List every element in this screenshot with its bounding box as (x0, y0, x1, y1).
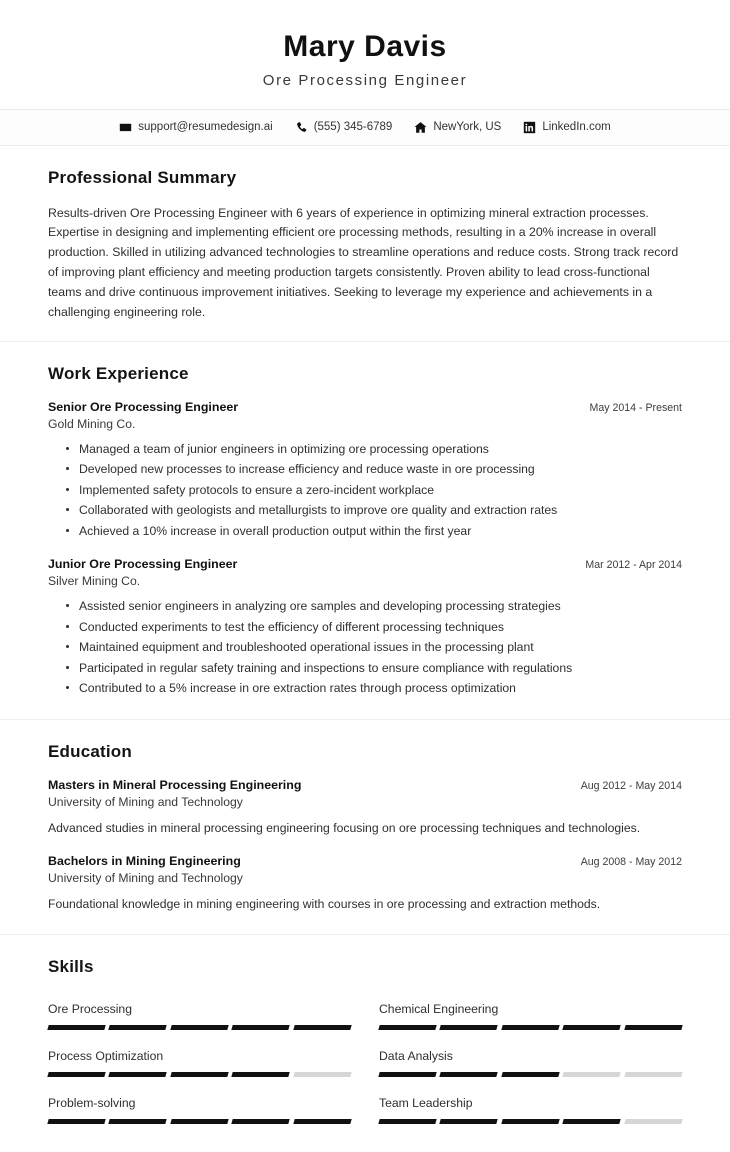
work-bullet: Maintained equipment and troubleshooted operational issues in the processing plant (66, 637, 682, 658)
work-bullet: Managed a team of junior engineers in optimizing ore processing operations (66, 439, 682, 460)
section-title-skills: Skills (48, 956, 94, 976)
education-entry-description: Foundational knowledge in mining engineering with courses in ore processing and extraction methods. (48, 896, 601, 911)
work-entry-head (48, 400, 682, 414)
skill-level-bar (379, 1119, 682, 1124)
resume-header (0, 0, 730, 109)
education-entry-head (48, 778, 682, 792)
skill-segment-filled (378, 1119, 437, 1124)
skill-item (48, 1040, 351, 1087)
skill-segment-filled (170, 1119, 229, 1124)
skill-segment-empty (293, 1072, 352, 1077)
contact-item-phone[interactable] (295, 121, 393, 134)
skill-level-bar (48, 1025, 351, 1030)
work-bullet: Contributed to a 5% increase in ore extraction rates through process optimization (66, 678, 682, 699)
skill-segment-filled (293, 1119, 352, 1124)
skill-segment-filled (232, 1025, 291, 1030)
education-entry-school: University of Mining and Technology (48, 870, 243, 885)
education-entry (48, 854, 682, 914)
skill-level-bar (48, 1072, 351, 1077)
skill-segment-filled (47, 1025, 106, 1030)
contact-item-location[interactable] (414, 121, 501, 134)
skill-segment-filled (232, 1119, 291, 1124)
contact-item-email[interactable] (119, 121, 272, 134)
contact-linkedin-text: LinkedIn.com (542, 121, 611, 133)
envelope-icon (119, 121, 132, 134)
skills-grid (48, 993, 682, 1134)
skill-item (48, 993, 351, 1040)
work-entry-company: Silver Mining Co. (48, 574, 141, 589)
work-bullet: Assisted senior engineers in analyzing ore samples and developing processing strategies (66, 596, 682, 617)
contact-email-text: support@resumedesign.ai (138, 121, 273, 133)
work-entry-company: Gold Mining Co. (48, 416, 136, 431)
work-bullet: Participated in regular safety training and inspections to ensure compliance with regulations (66, 658, 682, 679)
candidate-name: Mary Davis (283, 30, 447, 63)
skill-segment-filled (170, 1072, 229, 1077)
skill-segment-filled (563, 1119, 622, 1124)
skill-segment-filled (109, 1025, 168, 1030)
summary-paragraph: Results-driven Ore Processing Engineer with 6 years of experience in optimizing mineral extraction processes. Expertise in designing and implementing efficient ore processing methods, resulting in a 20% increase in overall production. Skilled in utilizing advanced technologies to streamline operations and reduce costs. Strong track record of improving plant efficiency and meeting production targets consistently. Proven ability to lead cross-functional teams and drive continuous improvement initiatives. Seeking to leverage my experience and achievements in a challenging engineering role. (48, 205, 679, 320)
phone-icon (295, 121, 308, 134)
skill-level-bar (48, 1119, 351, 1124)
work-entry-head (48, 557, 682, 571)
skill-segment-filled (109, 1072, 168, 1077)
skill-label: Chemical Engineering (379, 1001, 499, 1016)
work-entry-bullets (66, 439, 682, 542)
skill-label: Process Optimization (48, 1048, 164, 1063)
skill-item (379, 1087, 682, 1134)
skill-segment-filled (440, 1072, 499, 1077)
skill-segment-filled (378, 1025, 437, 1030)
education-entry-degree: Bachelors in Mining Engineering (48, 853, 241, 868)
skill-label: Data Analysis (379, 1048, 453, 1063)
skill-segment-filled (378, 1072, 437, 1077)
skill-item (379, 1040, 682, 1087)
skill-segment-filled (501, 1025, 560, 1030)
skill-segment-filled (501, 1119, 560, 1124)
skill-segment-filled (501, 1072, 560, 1077)
skill-item (379, 993, 682, 1040)
skill-level-bar (379, 1072, 682, 1077)
section-professional-summary (0, 146, 730, 342)
education-entry-degree: Masters in Mineral Processing Engineering (48, 777, 302, 792)
section-title-education: Education (48, 741, 132, 761)
work-entry-role: Senior Ore Processing Engineer (48, 399, 239, 414)
work-bullet: Implemented safety protocols to ensure a zero-incident workplace (66, 480, 682, 501)
skill-segment-filled (47, 1072, 106, 1077)
skill-item (48, 1087, 351, 1134)
skill-segment-filled (47, 1119, 106, 1124)
skill-segment-filled (563, 1025, 622, 1030)
work-bullet: Achieved a 10% increase in overall production output within the first year (66, 521, 682, 542)
skill-segment-filled (293, 1025, 352, 1030)
contact-location-text: NewYork, US (433, 121, 502, 133)
skill-segment-filled (624, 1025, 683, 1030)
skill-label: Problem-solving (48, 1095, 136, 1110)
education-entry-head (48, 854, 682, 868)
education-entry-date: Aug 2012 - May 2014 (580, 779, 682, 792)
section-skills (0, 935, 730, 1152)
education-entry-date: Aug 2008 - May 2012 (580, 855, 682, 868)
contact-item-linkedin[interactable] (523, 121, 610, 134)
work-bullet: Conducted experiments to test the efficiency of different processing techniques (66, 617, 682, 638)
section-title-work: Work Experience (48, 363, 189, 383)
skill-level-bar (379, 1025, 682, 1030)
education-entry (48, 778, 682, 838)
home-icon (414, 121, 427, 134)
skill-segment-filled (170, 1025, 229, 1030)
skill-segment-empty (624, 1072, 683, 1077)
skill-label: Ore Processing (48, 1001, 132, 1016)
work-entry-date: Mar 2012 - Apr 2014 (585, 559, 682, 572)
work-entry-date: May 2014 - Present (589, 401, 682, 414)
skill-segment-filled (440, 1025, 499, 1030)
work-bullet: Developed new processes to increase efficiency and reduce waste in ore processing (66, 459, 682, 480)
skill-label: Team Leadership (379, 1095, 473, 1110)
skill-segment-filled (232, 1072, 291, 1077)
section-title-summary: Professional Summary (48, 167, 237, 187)
skill-segment-empty (563, 1072, 622, 1077)
section-work-experience (0, 342, 730, 720)
education-entry-school: University of Mining and Technology (48, 794, 243, 809)
work-entry (48, 400, 682, 542)
education-entry-description: Advanced studies in mineral processing engineering focusing on ore processing techniques and technologies. (48, 820, 641, 835)
section-education (0, 720, 730, 935)
skill-segment-filled (109, 1119, 168, 1124)
skill-segment-filled (440, 1119, 499, 1124)
work-bullet: Collaborated with geologists and metallurgists to improve ore quality and extraction rates (66, 500, 682, 521)
contact-phone-text: (555) 345-6789 (313, 121, 393, 133)
skill-segment-empty (624, 1119, 683, 1124)
work-entry (48, 557, 682, 699)
candidate-job-title: Ore Processing Engineer (262, 71, 468, 89)
work-entry-bullets (66, 596, 682, 699)
contact-bar (0, 109, 730, 146)
linkedin-icon (523, 121, 536, 134)
work-entry-role: Junior Ore Processing Engineer (48, 557, 238, 572)
